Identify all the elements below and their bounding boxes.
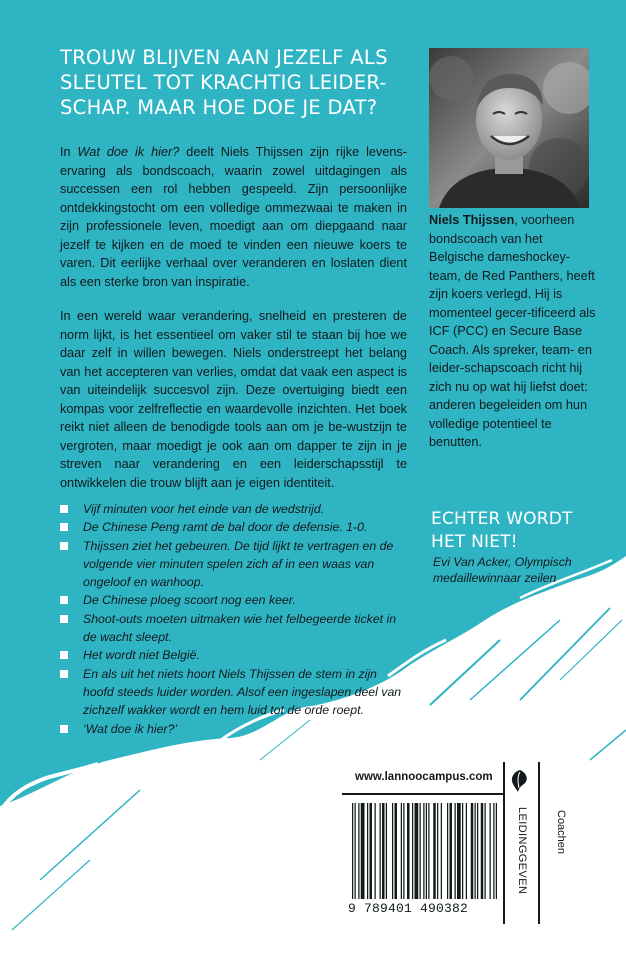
barcode-bar — [415, 803, 419, 899]
author-name: Niels Thijssen — [429, 213, 515, 227]
excerpt-text: Vijf minuten voor het einde van de wedstrijd. — [83, 502, 325, 516]
barcode-bar — [457, 803, 461, 899]
barcode-bar — [355, 803, 356, 899]
barcode-bar — [392, 803, 393, 899]
barcode-bar — [395, 803, 398, 899]
excerpt-item — [58, 610, 410, 647]
body-paragraph: In een wereld waar verandering, snelheid en presteren de norm lijkt, is het essentieel om vaker stil te staan bij hoe we daar zelf in willen bewegen. Niels onderstreept het belang van het accepteren van verlies, omdat dat vaak een aspect is van uiteindelijk succesvol zijn. Deze overtuiging biedt een kompas voor zelfreflectie en waardevolle inzichten. Het boek reikt niet alleen de benodigde tools aan om je be-wustzijn te vergroten, maar moedigt je ook aan om dapper te zijn in je streven naar verandering en een leiderschapsstijl te ontwikkelen die trouw blijft aan je eigen identiteit. — [60, 309, 407, 490]
barcode-bar — [403, 803, 404, 899]
barcode-bar — [420, 803, 421, 899]
barcode — [352, 803, 497, 899]
headline-line: TROUW BLIJVEN AAN JEZELF ALS — [60, 46, 388, 69]
publisher-logo-icon — [507, 768, 531, 794]
barcode-bar — [386, 803, 387, 899]
barcode-bar — [447, 803, 448, 899]
square-bullet-icon — [60, 596, 68, 604]
excerpt-item — [58, 646, 410, 664]
barcode-bar — [382, 803, 385, 899]
quote-line: HET NIET! — [431, 531, 518, 552]
excerpt-text: ‘Wat doe ik hier?’ — [83, 721, 178, 736]
excerpt-list — [58, 500, 410, 738]
excerpt-text: En als uit het niets hoort Niels Thijssen de stem in zijn hoofd steeds luider worden. Alsof een ingeslapen deel van zichzelf wakker wordt en hem luid tot de orde roept. — [83, 666, 402, 718]
author-bio-text: , voorheen bondscoach van het Belgische dameshockey-team, de Red Panthers, heeft zijn koers verlegd. Hij is momenteel gecer-tificeerd als ICF (PCC) en Secure Base Coach. Als spreker, team- en leider-schapscoach richt hij zich nu op wat hij liefst doet: anderen begeleiden om hun volledige potentieel te benutten. — [429, 213, 596, 449]
barcode-bar — [423, 803, 424, 899]
publisher-website: www.lannoocampus.com — [355, 771, 493, 783]
barcode-bar — [477, 803, 478, 899]
book-title: Wat doe ik hier? — [77, 145, 180, 159]
square-bullet-icon — [60, 505, 68, 513]
barcode-bar — [407, 803, 410, 899]
barcode-bar — [450, 803, 453, 899]
isbn-number: 9 789401 490382 — [348, 901, 469, 916]
barcode-bar — [361, 803, 365, 899]
divider — [538, 762, 540, 924]
intro-text: deelt Niels Thijssen zijn rijke levens-ervaring als bondscoach, waarin zowel uitdagingen als successen een rol hebben gespeeld. Zijn persoonlijke ontdekkingstocht om een volledige ommezwaai te maken in zijn professionele leven, moedigt aan om diepgaand naar jezelf te kijken en de moed te vinden een nieuwe koers te varen. Dit eerlijke verhaal over veranderen en loslaten dient als een sterke bron van inspiratie. — [60, 145, 408, 289]
headline — [60, 45, 405, 120]
excerpt-text: Het wordt niet België. — [83, 648, 200, 663]
barcode-bar — [437, 803, 438, 899]
barcode-bar — [493, 803, 494, 899]
barcode-bar — [462, 803, 463, 899]
intro-prefix: In — [60, 145, 78, 159]
divider — [503, 762, 505, 924]
headline-line: SCHAP. MAAR HOE DOE JE DAT? — [60, 96, 378, 119]
barcode-bar — [433, 803, 436, 899]
square-bullet-icon — [60, 523, 68, 531]
barcode-bar — [455, 803, 456, 899]
barcode-bar — [481, 803, 484, 899]
square-bullet-icon — [60, 651, 68, 659]
excerpt-item — [58, 720, 410, 738]
excerpt-item — [58, 591, 410, 609]
subcategory-label: Coachen — [555, 810, 567, 855]
author-photo — [429, 48, 589, 208]
barcode-bar — [466, 803, 467, 899]
excerpt-item — [58, 537, 410, 592]
barcode-bar — [412, 803, 413, 899]
square-bullet-icon — [60, 725, 68, 733]
excerpt-text: De Chinese ploeg scoort nog een keer. — [83, 593, 296, 608]
headline-line: SLEUTEL TOT KRACHTIG LEIDER- — [60, 71, 387, 94]
quote-line: ECHTER WORDT — [431, 509, 573, 529]
barcode-bar — [380, 803, 381, 899]
barcode-bar — [441, 803, 442, 899]
barcode-bar — [401, 803, 402, 899]
barcode-bar — [426, 803, 427, 899]
author-bio — [429, 211, 599, 452]
barcode-bar — [352, 803, 353, 899]
square-bullet-icon — [60, 615, 68, 623]
barcode-bar — [496, 803, 497, 899]
intro-paragraph — [60, 143, 407, 291]
barcode-bar — [428, 803, 429, 899]
excerpt-item — [58, 665, 410, 720]
barcode-bar — [358, 803, 359, 899]
excerpt-text: Thijssen ziet het gebeuren. De tijd lijkt te vertragen en de volgende vier minuten spelen zich af in een waas van ongeloof en wanhoop. — [83, 538, 394, 590]
barcode-bar — [375, 803, 376, 899]
excerpt-text: De Chinese Peng ramt de bal door de defensie. 1-0. — [83, 520, 368, 535]
barcode-bar — [471, 803, 474, 899]
excerpt-item — [58, 518, 410, 536]
excerpt-item — [58, 500, 410, 518]
barcode-bar — [485, 803, 486, 899]
quote-attribution: Evi Van Acker, Olympisch medaillewinnaar zeilen — [433, 555, 572, 585]
barcode-bar — [475, 803, 476, 899]
barcode-bar — [370, 803, 373, 899]
barcode-panel — [342, 762, 581, 924]
square-bullet-icon — [60, 542, 68, 550]
square-bullet-icon — [60, 670, 68, 678]
quote-headline — [431, 508, 611, 553]
category-label: LEIDINGGEVEN — [516, 807, 528, 895]
excerpt-text: Shoot-outs moeten uitmaken wie het felbegeerde ticket in de wacht sleept. — [83, 611, 397, 645]
barcode-bar — [367, 803, 368, 899]
divider — [342, 793, 503, 795]
barcode-bar — [490, 803, 491, 899]
